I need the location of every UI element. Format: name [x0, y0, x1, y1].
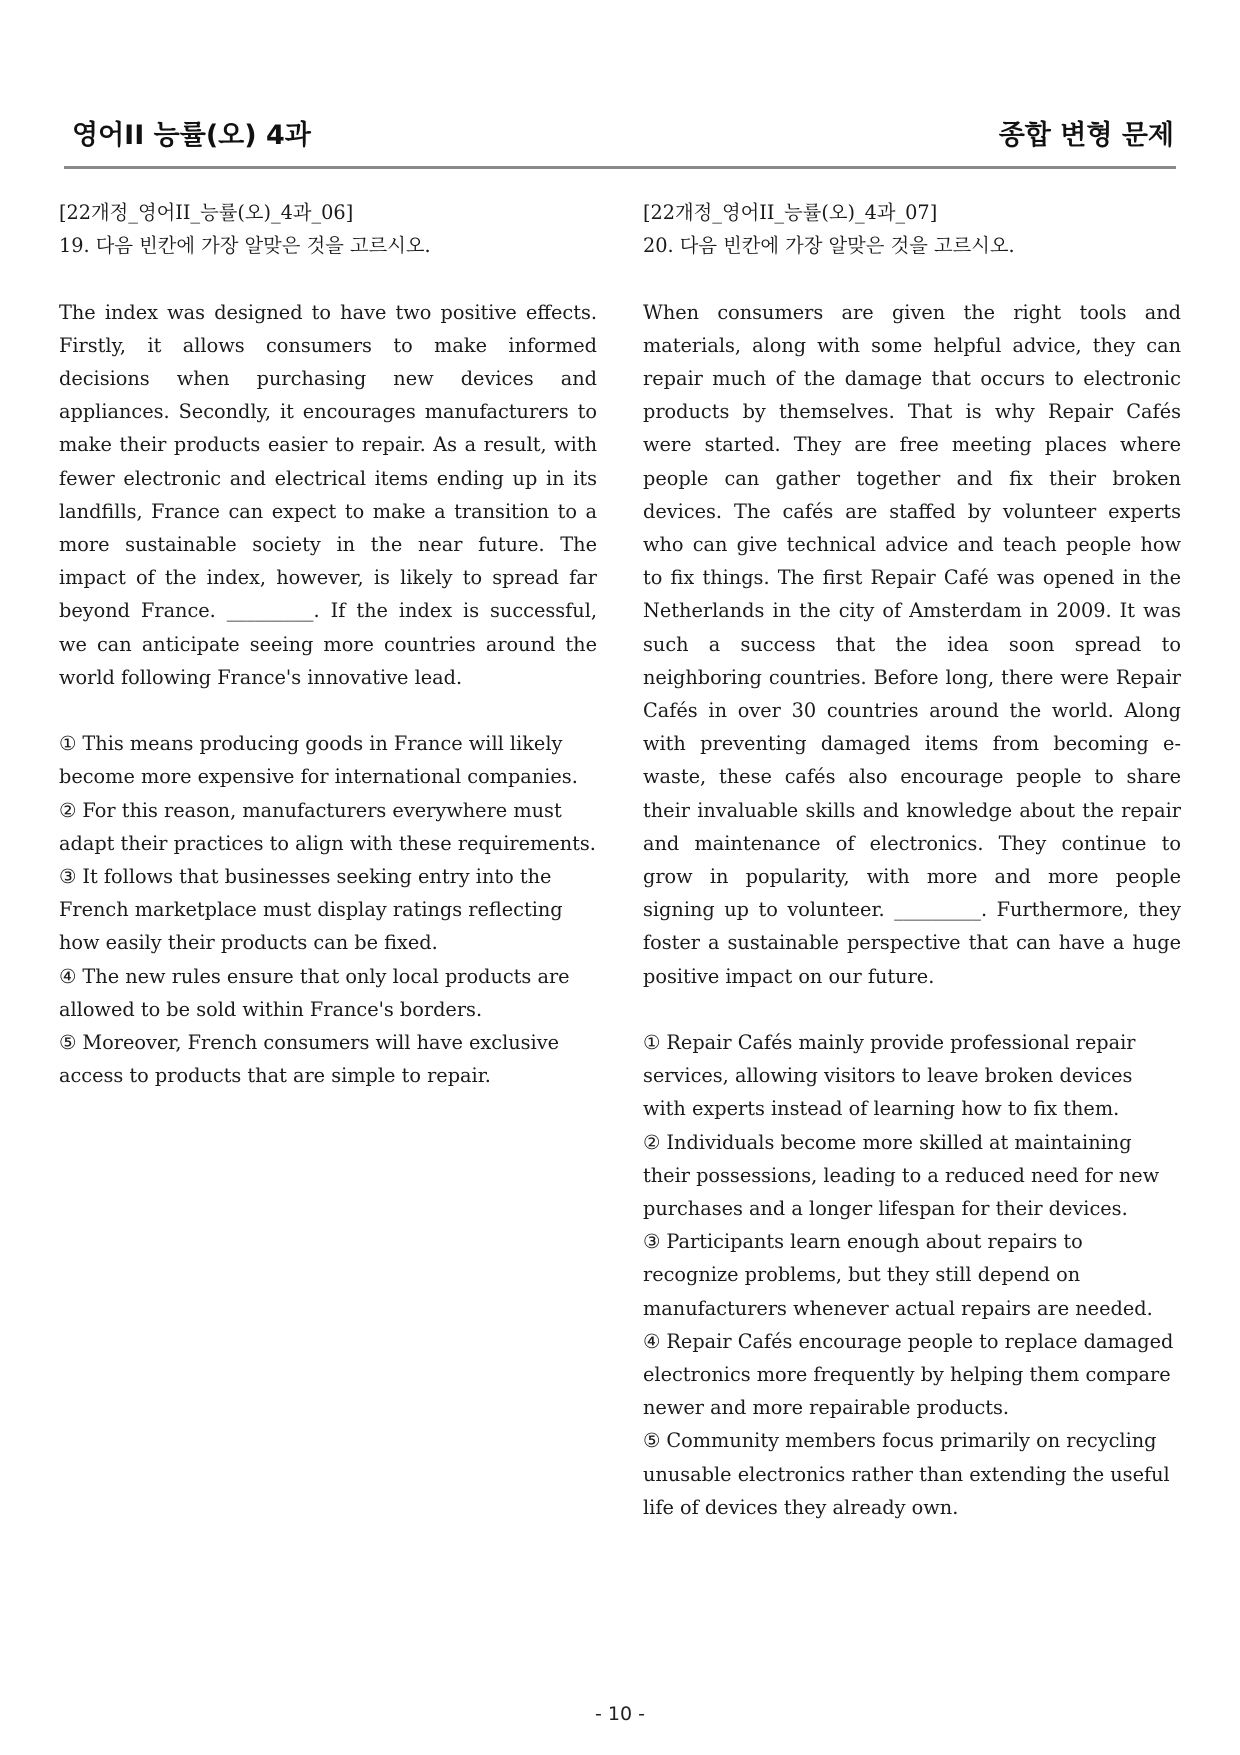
- subject-title: 영어II 능률(오) 4과: [72, 120, 311, 151]
- option-5[interactable]: ⑤ Moreover, French consumers will have exclusive access to products that are simple to repair.: [59, 1031, 560, 1088]
- option-2[interactable]: ② Individuals become more skilled at maintaining their possessions, leading to a reduced need for new purchases and a longer lifespan for their devices.: [643, 1130, 1160, 1221]
- page-header: [72, 118, 1174, 158]
- question-20: [643, 196, 1181, 1524]
- option-5[interactable]: ⑤ Community members focus primarily on recycling unusable electronics rather than extending the useful life of devices they already own.: [643, 1429, 1170, 1519]
- answer-blank: _________: [894, 898, 981, 922]
- header-divider: [64, 166, 1176, 169]
- passage-text-after: . Furthermore, they foster a sustainable perspective that can have a huge positive impact on our future.: [643, 898, 1181, 988]
- option-1[interactable]: ① This means producing goods in France will likely become more expensive for international companies.: [59, 732, 578, 789]
- section-title: 종합 변형 문제: [998, 120, 1174, 151]
- question-title: 20. 다음 빈칸에 가장 알맞은 것을 고르시오.: [643, 234, 1015, 258]
- option-4[interactable]: ④ Repair Cafés encourage people to replace damaged electronics more frequently by helping them compare newer and more repairable products.: [643, 1329, 1174, 1420]
- question-source-id: [22개정_영어II_능률(오)_4과_06]: [59, 201, 354, 224]
- option-3[interactable]: ③ It follows that businesses seeking entry into the French marketplace must display ratings reflecting how easily their products can be fixed.: [59, 865, 563, 955]
- spacer: [59, 694, 597, 727]
- question-passage: [59, 296, 597, 694]
- option-3[interactable]: ③ Participants learn enough about repairs to recognize problems, but they still depend on manufacturers whenever actual repairs are needed.: [643, 1230, 1153, 1320]
- answer-blank: _________: [226, 599, 314, 623]
- spacer: [59, 262, 597, 295]
- passage-text-before: When consumers are given the right tools and materials, along with some helpful advice, they can repair much of the damage that occurs to electronic products by themselves. That is why Repair Cafés were started. They are free meeting places where people can gather together and fix their broken devices. The cafés are staffed by volunteer experts who can give technical advice and teach people how to fix things. The first Repair Café was opened in the Netherlands in the city of Amsterdam in 2009. It was such a success that the idea soon spread to neighboring countries. Before long, there were Repair Cafés in over 30 countries around the world. Along with preventing damaged items from becoming e-waste, these cafés also encourage people to share their invaluable skills and knowledge about the repair and maintenance of electronics. They continue to grow in popularity, with more and more people signing up to volunteer.: [643, 300, 1181, 922]
- answer-options: [643, 1026, 1181, 1524]
- spacer: [643, 993, 1181, 1026]
- answer-options: [59, 727, 597, 1092]
- passage-text-before: The index was designed to have two positive effects. Firstly, it allows consumers to make informed decisions when purchasing new devices and appliances. Secondly, it encourages manufacturers to make their products easier to repair. As a result, with fewer electronic and electrical items ending up in its landfills, France can expect to make a transition to a more sustainable society in the near future. The impact of the index, however, is likely to spread far beyond France.: [59, 300, 597, 623]
- question-source-id: [22개정_영어II_능률(오)_4과_07]: [643, 201, 938, 224]
- option-1[interactable]: ① Repair Cafés mainly provide professional repair services, allowing visitors to leave broken devices with experts instead of learning how to fix them.: [643, 1031, 1136, 1121]
- passage-text-after: . If the index is successful, we can anticipate seeing more countries around the world following France's innovative lead.: [59, 599, 598, 689]
- question-title: 19. 다음 빈칸에 가장 알맞은 것을 고르시오.: [59, 234, 431, 258]
- option-2[interactable]: ② For this reason, manufacturers everywhere must adapt their practices to align with these requirements.: [59, 798, 596, 855]
- option-4[interactable]: ④ The new rules ensure that only local products are allowed to be sold within France's borders.: [59, 964, 570, 1021]
- page-number: - 10 -: [595, 1703, 645, 1725]
- question-19: [59, 196, 597, 1092]
- spacer: [643, 262, 1181, 295]
- question-passage: [643, 296, 1181, 993]
